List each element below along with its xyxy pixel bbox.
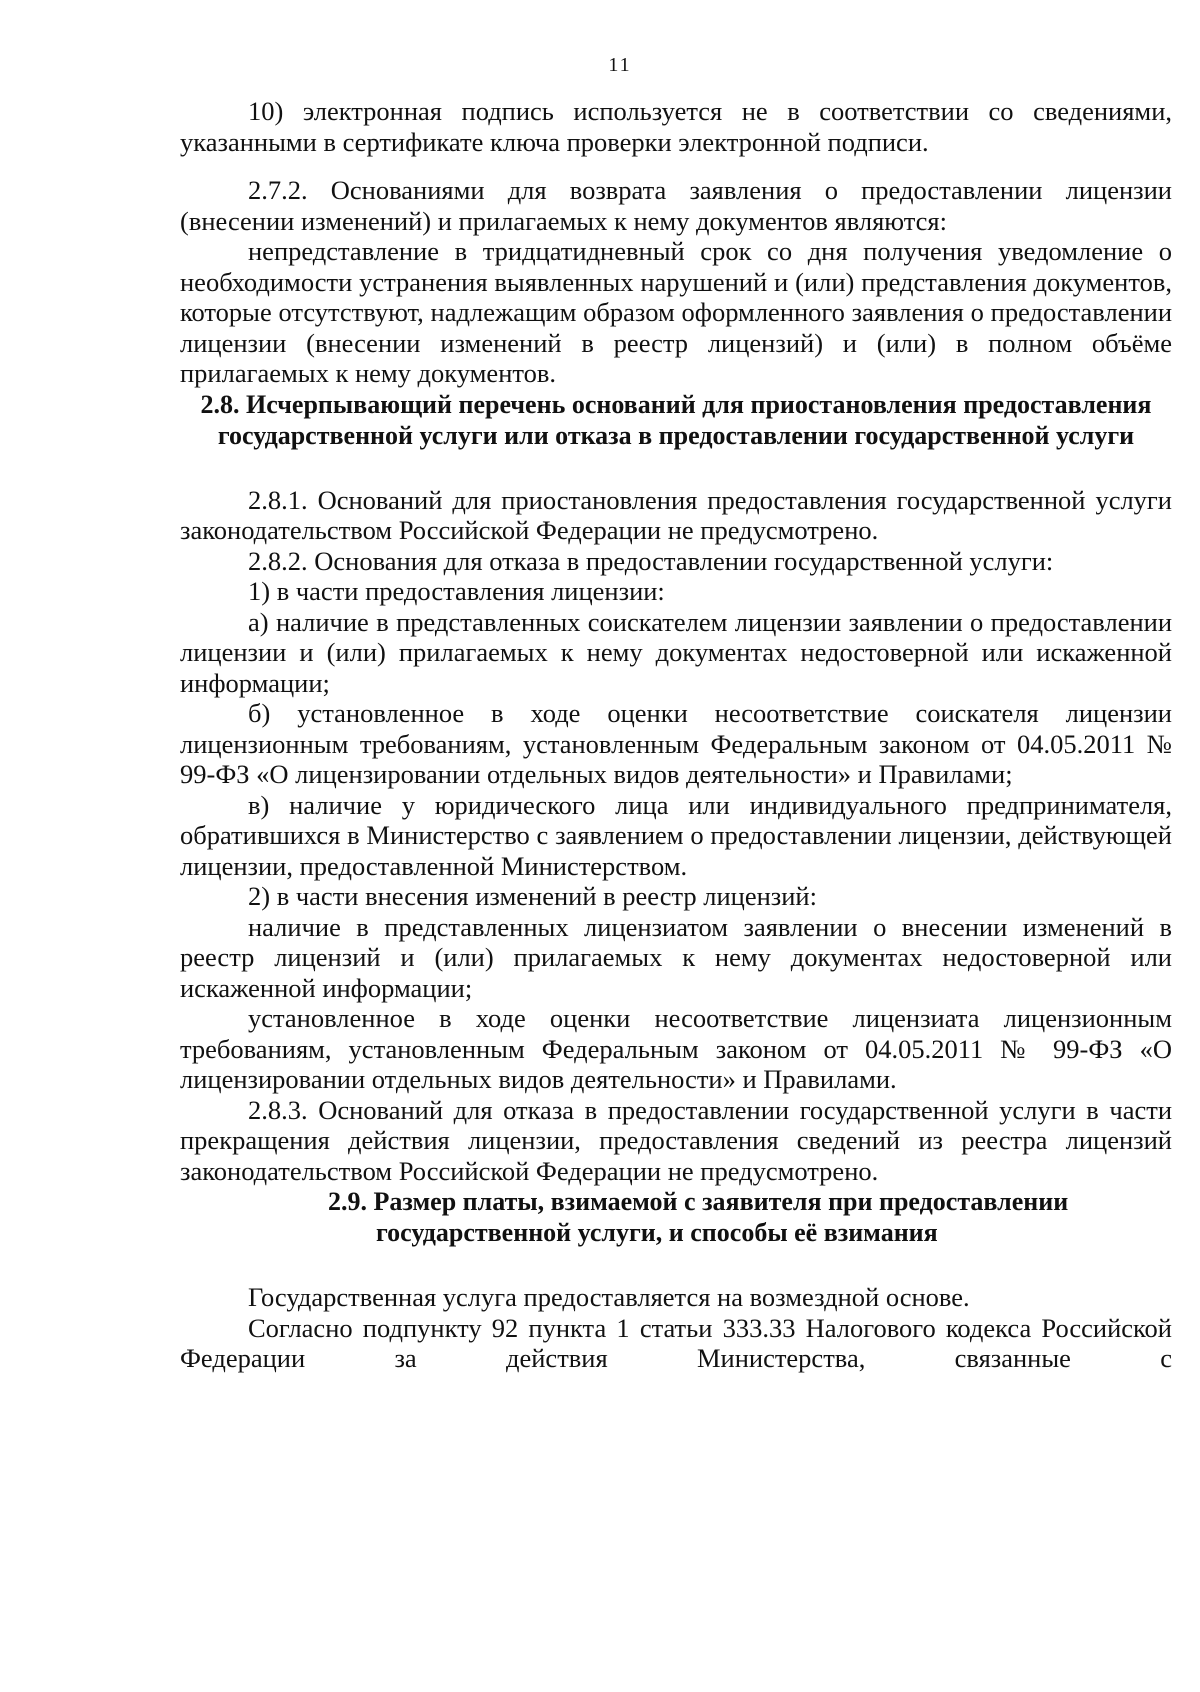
paragraph: непредставление в тридцатидневный срок со дня получения уведомление о необходимости устранения выявленных нарушений и (или) представления документов, которые отсутствуют, надлежащим образом оформленного заявления о предоставлении лицензии (внесении изменений в реестр лицензий) и (или) в полном объёме прилагаемых к нему документов.	[180, 236, 1172, 388]
paragraph: Государственная услуга предоставляется на возмездной основе.	[248, 1282, 970, 1312]
heading-line: государственной услуги, и способы её взимания	[376, 1218, 938, 1247]
paragraph: 1) в части предоставления лицензии:	[248, 576, 665, 606]
paragraph: а) наличие в представленных соискателем лицензии заявлении о предоставлении лицензии и (или) прилагаемых к нему документах недостоверной или искаженной информации;	[180, 606, 1172, 698]
paragraph: 2.8.3. Оснований для отказа в предоставлении государственной услуги в части прекращения действия лицензии, предоставления сведений из реестра лицензий законодательством Российской Федерации не предусмотрено.	[180, 1094, 1172, 1186]
paragraph: 2) в части внесения изменений в реестр лицензий:	[248, 881, 817, 911]
paragraph: 2.8.2. Основания для отказа в предоставлении государственной услуги:	[248, 545, 1054, 576]
heading-line: 2.9. Размер платы, взимаемой с заявителя при предоставлении	[328, 1187, 1069, 1216]
paragraph: в) наличие у юридического лица или индивидуального предпринимателя, обратившихся в Министерство с заявлением о предоставлении лицензии, действующей лицензии, предоставленной Министерством.	[180, 789, 1172, 881]
document-body	[180, 96, 1172, 1374]
paragraph: б) установленное в ходе оценки несоответствие соискателя лицензии лицензионным требованиям, установленным Федеральным законом от 04.05.2011 № 99-ФЗ «О лицензировании отдельных видов деятельности» и Правилами;	[180, 698, 1172, 789]
paragraph: 2.8.1. Оснований для приостановления предоставления государственной услуги законодательством Российской Федерации не предусмотрено.	[180, 484, 1172, 545]
section-heading-2-9	[180, 1186, 1172, 1248]
page-number: 11	[608, 54, 632, 76]
paragraph: Согласно подпункту 92 пункта 1 статьи 333.33 Налогового кодекса Российской Федерации за действия Министерства, связанные с	[180, 1312, 1172, 1373]
paragraph: 10) электронная подпись используется не в соответствии со сведениями, указанными в сертификате ключа проверки электронной подписи.	[180, 96, 1172, 157]
paragraph: наличие в представленных лицензиатом заявлении о внесении изменений в реестр лицензий и (или) прилагаемых к нему документах недостоверной или искаженной информации;	[180, 911, 1172, 1003]
paragraph: установленное в ходе оценки несоответствие лицензиата лицензионным требованиям, установленным Федеральным законом от 04.05.2011 № 99-ФЗ «О лицензировании отдельных видов деятельности» и Правилами.	[180, 1003, 1172, 1094]
paragraph: 2.7.2. Основаниями для возврата заявления о предоставлении лицензии (внесении изменений) и прилагаемых к нему документов являются:	[180, 175, 1172, 236]
section-heading-2-8: 2.8. Исчерпывающий перечень оснований для приостановления предоставления государственной услуги или отказа в предоставлении государственной услуги	[200, 389, 1152, 450]
